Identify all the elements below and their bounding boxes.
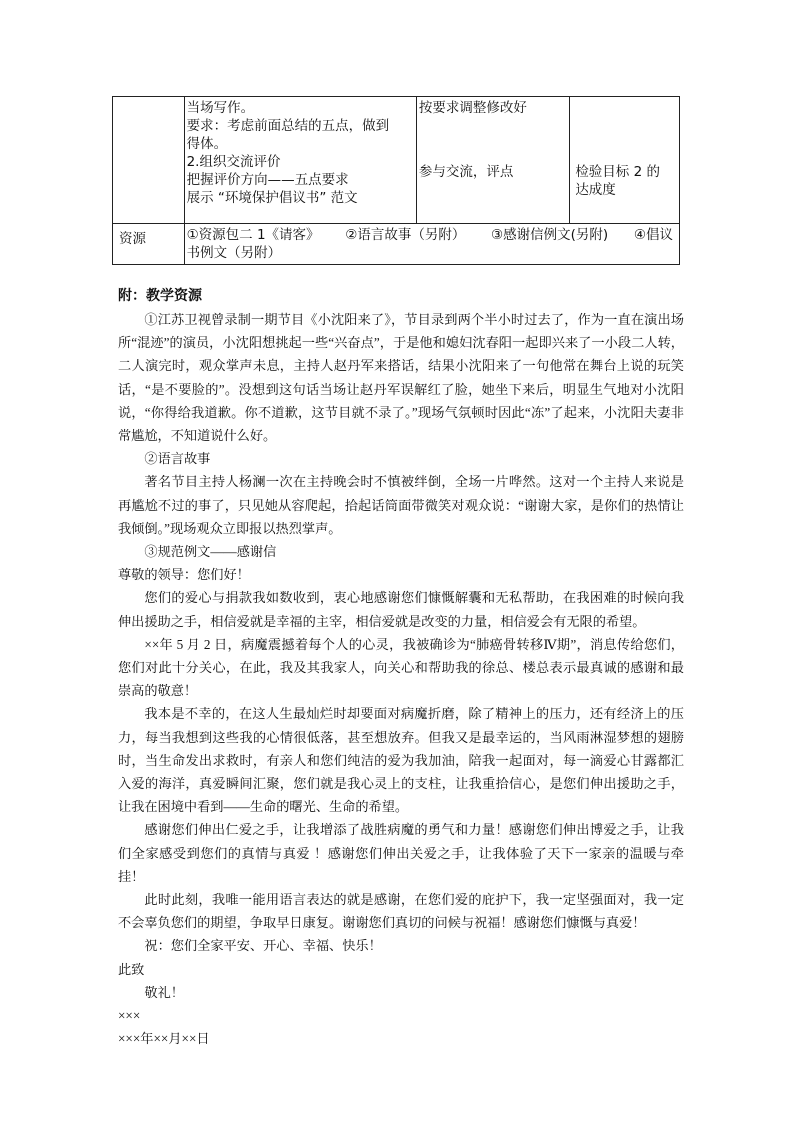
- letter-closing-2: 敬礼！: [144, 984, 184, 1000]
- cell-line: 要求：考虑前面总结的五点，做到: [186, 118, 390, 134]
- purpose-cell: [570, 97, 680, 224]
- cell-line: 当场写作。: [186, 100, 255, 116]
- letter-wishes: 祝：您们全家平安、开心、幸福、快乐！: [144, 938, 382, 954]
- appendix-heading: 附：教学资源: [118, 288, 202, 304]
- letter-paragraph: 此时此刻，我唯一能用语言表达的就是感谢，在您们爱的庇护下，我一定坚强面对，我一定不会辜负您们的期望，争取早日康复。谢谢您们真切的问候与祝福！感谢您们慷慨与真爱！: [118, 892, 684, 931]
- resources-label: 资源: [113, 224, 185, 265]
- table-row-resources: [113, 224, 680, 265]
- letter-title: ③规范例文——感谢信: [144, 544, 277, 560]
- letter-paragraph: 您们的爱心与捐款我如数收到，衷心地感谢您们慷慨解囊和无私帮助，在我困难的时候向我伸出援助之手，相信爱就是幸福的主宰，相信爱就是改变的力量，相信爱会有无限的希望。: [118, 590, 684, 629]
- table-cell-empty: [113, 97, 185, 224]
- appendix-section: [118, 286, 684, 1051]
- teacher-activity-cell: [184, 97, 416, 224]
- letter-paragraph: 感谢您们伸出仁爱之手，让我增添了战胜病魔的勇气和力量！感谢您们伸出博爱之手，让我们全家感受到您们的真情与真爱 ！感谢您们伸出关爱之手，让我体验了天下一家亲的温暖与牵挂！: [118, 822, 684, 884]
- story-2: 著名节目主持人杨澜一次在主持晚会时不慎被绊倒，全场一片哗然。这对一个主持人来说是再尴尬不过的事了，只见她从容爬起，拾起话筒面带微笑对观众说：“谢谢大家，是你们的热情让我倾倒。”现场观众立即报以热烈掌声。: [118, 474, 684, 536]
- letter-closing-1: 此致: [118, 961, 145, 977]
- resource-item: ①资源包二 1《请客》: [186, 227, 320, 243]
- cell-line: 参与交流，评点: [418, 164, 514, 180]
- resource-continuation: 书例文（另附）: [186, 245, 282, 261]
- story-2-title: ②语言故事: [144, 451, 211, 467]
- letter-signature-name: ×××: [118, 1008, 141, 1024]
- cell-line: 检验目标 2 的: [575, 164, 660, 180]
- letter-salutation: 尊敬的领导：您们好！: [118, 567, 250, 583]
- resource-item: ②语言故事（另附）: [345, 227, 466, 243]
- letter-paragraph: ××年 5 月 2 日，病魔震撼着每个人的心灵，我被确诊为“肺癌骨转移Ⅳ期”，消息传给您们，您们对此十分关心，在此，我及其我家人，向关心和帮助我的徐总、楼总表示最真诚的感谢和最崇高的敬意！: [118, 636, 684, 699]
- resource-item: ④倡议: [633, 227, 673, 243]
- cell-line: 把握评价方向——五点要求: [186, 172, 349, 188]
- resources-cell: [184, 224, 679, 265]
- letter-signature-date: ×××年××月××日: [118, 1031, 210, 1047]
- resource-item: ③感谢信例文(另附): [491, 227, 609, 243]
- student-activity-cell: [416, 97, 569, 224]
- table-row: [113, 97, 680, 224]
- lesson-plan-table: [112, 96, 680, 265]
- cell-line: 展示 “环境保护倡议书” 范文: [186, 190, 358, 206]
- letter-paragraph: 我本是不幸的，在这人生最灿烂时却要面对病魔折磨，除了精神上的压力，还有经济上的压力，每当我想到这些我的心情很低落，甚至想放弃。但我又是最幸运的，当风雨淋湿梦想的翅膀时，当生命发出求救时，有亲人和您们纯洁的爱为我加油，陪我一起面对，每一滴爱心甘露都汇入爱的海洋，真爱瞬间汇聚，您们就是我心灵上的支柱，让我重拾信心，是您们伸出援助之手，让我在困境中看到——生命的曙光、生命的希望。: [118, 706, 684, 815]
- cell-line: 达成度: [575, 182, 616, 198]
- story-1: ①江苏卫视曾录制一期节目《小沈阳来了》，节目录到两个半小时过去了，作为一直在演出场所“混迹”的演员，小沈阳想挑起一些“兴奋点”，于是他和媳妇沈春阳一起即兴来了一小段二人转，二人演完时，观众掌声未息，主持人赵丹军来搭话，结果小沈阳来了一句他常在舞台上说的玩笑话，“是不要脸的”。没想到这句话当场让赵丹军误解红了脸，她坐下来后，明显生气地对小沈阳说，“你得给我道歉。你不道歉，这节目就不录了。”现场气氛顿时因此“冻”了起来，小沈阳夫妻非常尴尬，不知道说什么好。: [118, 312, 684, 444]
- resources-items: [187, 226, 673, 244]
- cell-line: 得体。: [186, 136, 228, 152]
- cell-line: 按要求调整修改好: [418, 100, 527, 116]
- cell-line: 2.组织交流评价: [186, 154, 281, 170]
